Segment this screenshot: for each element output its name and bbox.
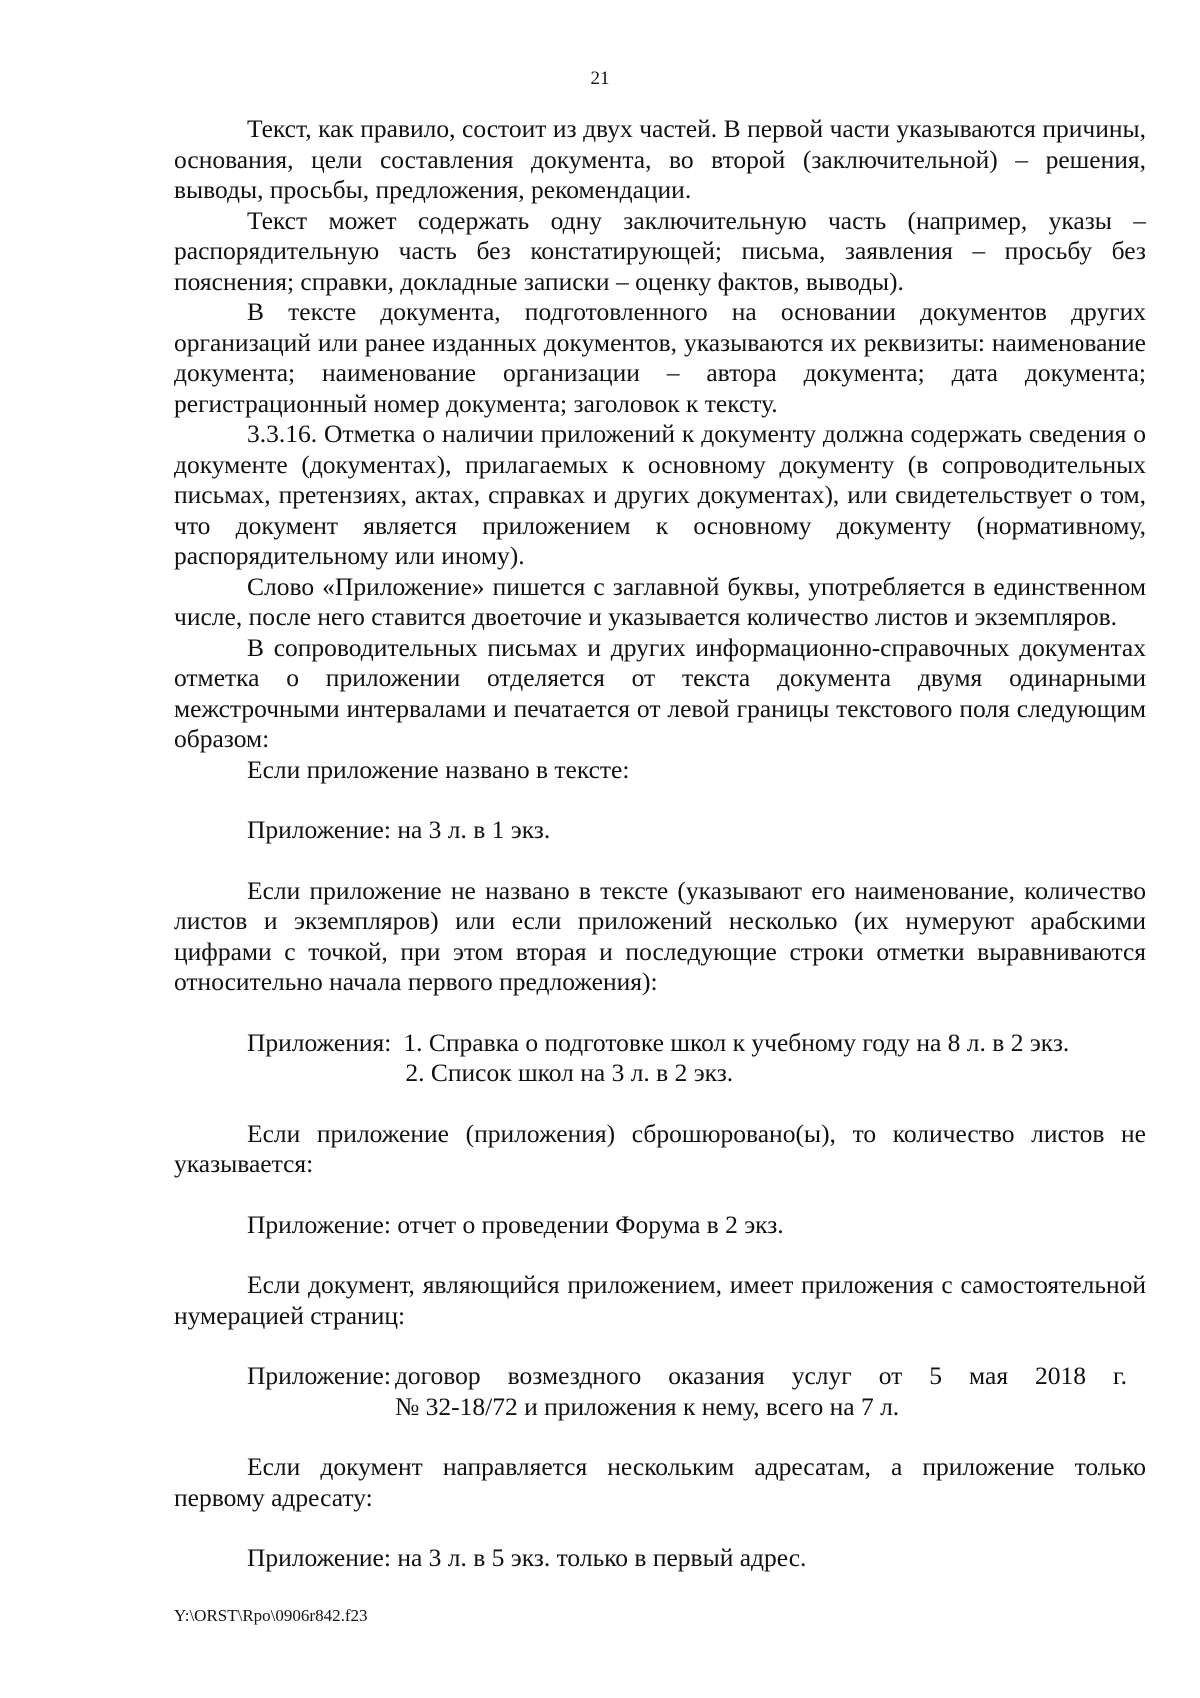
paragraph: Если документ, являющийся приложением, имеет приложения с самостоятельной нумерацией страниц: [174, 1270, 1146, 1330]
paragraph: В сопроводительных письмах и других информационно-справочных документах отметка о приложении отделяется от текста документа двумя одинарными межстрочными интервалами и печатается от левой границы текстового поля следующим образом: [174, 632, 1146, 753]
page-number: 21 [590, 68, 610, 89]
paragraph: Текст может содержать одну заключительную часть (например, указы – распорядительную часть без констатирующей; письма, заявления – просьбу без пояснения; справки, докладные записки – оценку фактов, выводы). [174, 205, 1146, 296]
attachment-item: 1. Справка о подготовке школ к учебному году на 8 л. в 2 экз. [403, 1027, 1070, 1057]
paragraph: Если приложение названо в тексте: [247, 754, 630, 784]
attachment-line: № 32-18/72 и приложения к нему, всего на 7 л. [394, 1391, 900, 1421]
paragraph: В тексте документа, подготовленного на основании документов других организаций или ранее изданных документов, указываются их реквизиты: наименование документа; наименование организации – автора документа; дата документа; регистрационный номер документа; заголовок к тексту. [174, 297, 1146, 418]
attachments-label: Приложения: [247, 1027, 392, 1057]
example-attachments-list [247, 1028, 1143, 1089]
example-attachment-5: Приложение: на 3 л. в 5 экз. только в первый адрес. [247, 1543, 807, 1572]
example-attachment-3: Приложение: отчет о проведении Форума в 2 экз. [247, 1209, 784, 1239]
paragraph: Если приложение не названо в тексте (указывают его наименование, количество листов и экземпляров) или если приложений несколько (их нумеруют арабскими цифрами с точкой, при этом вторая и последующие строки отметки выравниваются относительно начала первого предложения): [174, 875, 1146, 996]
file-path-footer: Y:\ORST\Rpo\0906r842.f23 [174, 1606, 368, 1625]
paragraph: Текст, как правило, состоит из двух частей. В первой части указываются причины, основания, цели составления документа, во второй (заключительной) – решения, выводы, просьбы, предложения, рекомендации. [174, 114, 1146, 204]
paragraph: Если документ направляется нескольким адресатам, а приложение только первому адресату: [174, 1452, 1146, 1512]
attachment-line: договор возмездного оказания услуг от 5 мая 2018 г. [394, 1361, 1127, 1390]
paragraph: Слово «Приложение» пишется с заглавной буквы, употребляется в единственном числе, после него ставится двоеточие и указывается количество листов и экземпляров. [174, 571, 1146, 631]
example-attachment-1: Приложение: на 3 л. в 1 экз. [247, 815, 551, 844]
paragraph-section-3-3-16: 3.3.16. Отметка о наличии приложений к документу должна содержать сведения о документе (документах), прилагаемых к основному документу (в сопроводительных письмах, претензиях, актах, справках и других документах), или свидетельствует о том, что документ является приложением к основному документу (нормативному, распорядительному или иному). [174, 419, 1146, 570]
example-attachment-4 [247, 1361, 1127, 1422]
attachment-item: 2. Список школ на 3 л. в 2 экз. [405, 1058, 734, 1087]
attachment-label: Приложение: [247, 1361, 391, 1390]
document-body [174, 114, 1146, 1574]
paragraph: Если приложение (приложения) сброшюровано(ы), то количество листов не указывается: [174, 1118, 1146, 1178]
